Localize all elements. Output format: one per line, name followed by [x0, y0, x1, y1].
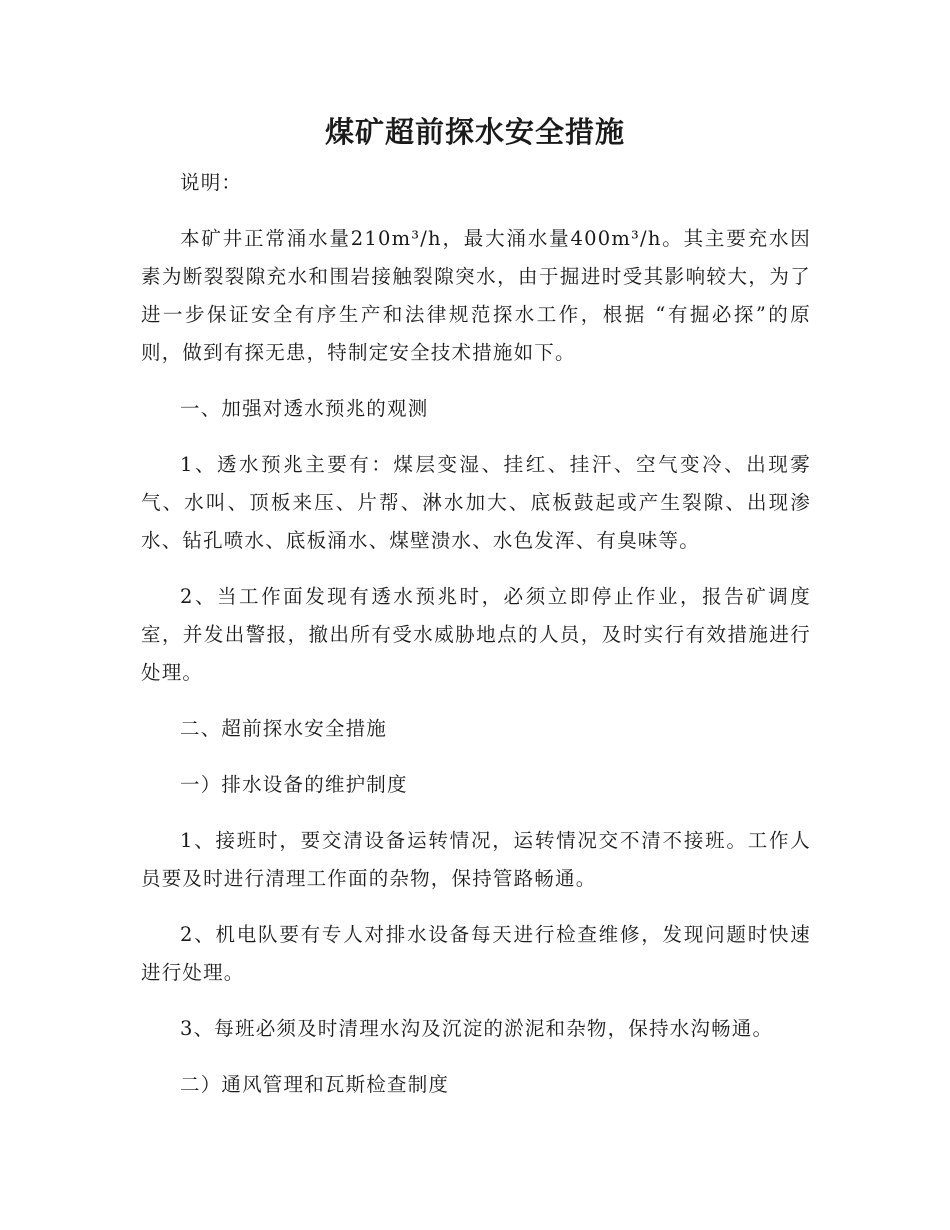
document-title: 煤矿超前探水安全措施: [324, 115, 625, 149]
paragraph-warning-signs: 1、透水预兆主要有：煤层变湿、挂红、挂汗、空气变冷、出现雾气、水叫、顶板来压、片帮、淋水加大、底板鼓起或产生裂隙、出现渗水、钻孔喷水、底板涌水、煤壁溃水、水色发浑、有臭味等。: [141, 453, 811, 552]
section-heading-2: 二、超前探水安全措施: [180, 717, 388, 740]
subsection-heading-ventilation: 二）通风管理和瓦斯检查制度: [180, 1073, 450, 1096]
paragraph-equipment-inspection: 2、机电队要有专人对排水设备每天进行检查维修，发现问题时快速进行处理。: [141, 923, 811, 984]
intro-paragraph: 本矿井正常涌水量210m³/h，最大涌水量400m³/h。其主要充水因素为断裂裂隙充水和围岩接触裂隙突水，由于掘进时受其影响较大，为了进一步保证安全有序生产和法律规范探水工作，根据 “有掘必探”的原则，做到有探无患，特制定安全技术措施如下。: [141, 227, 811, 364]
paragraph-ditch-cleaning: 3、每班必须及时清理水沟及沉淀的淤泥和杂物，保持水沟畅通。: [180, 1017, 774, 1040]
subsection-heading-drainage: 一）排水设备的维护制度: [180, 773, 408, 796]
document-body: [141, 164, 811, 1122]
paragraph-shift-handover: 1、接班时，要交清设备运转情况，运转情况交不清不接班。工作人员要及时进行清理工作面的杂物，保持管路畅通。: [141, 829, 811, 890]
paragraph-emergency-action: 2、当工作面发现有透水预兆时，必须立即停止作业，报告矿调度室，并发出警报，撤出所有受水威胁地点的人员，及时实行有效措施进行处理。: [141, 585, 811, 684]
section-heading-1: 一、加强对透水预兆的观测: [180, 397, 429, 420]
note-label: 说明：: [180, 171, 243, 194]
